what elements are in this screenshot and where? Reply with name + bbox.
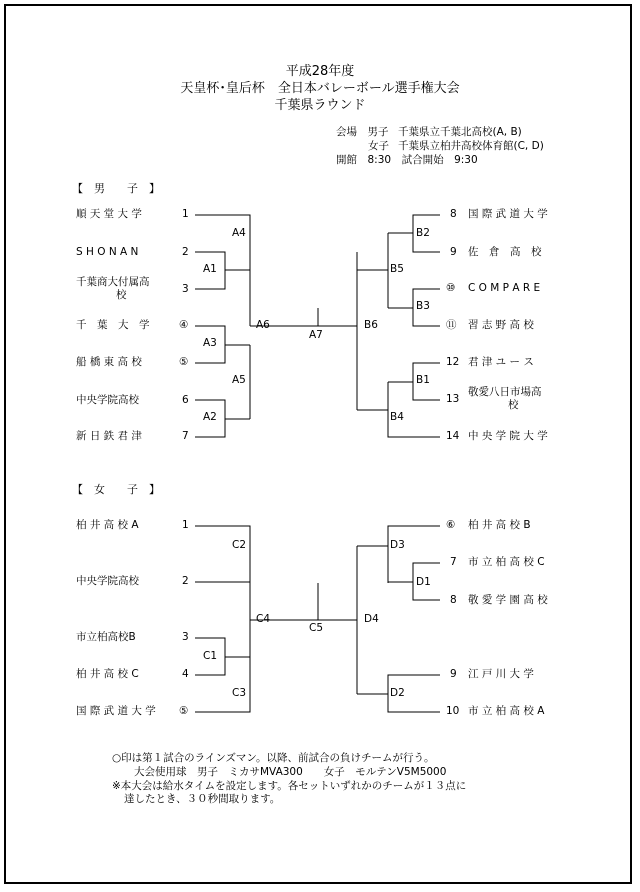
men-team-9: 佐 倉 高 校	[468, 246, 542, 258]
match-B5: B5	[390, 263, 404, 275]
women-seed-9: 9	[450, 668, 457, 680]
women-seed-4: 4	[182, 668, 189, 680]
match-B3: B3	[416, 300, 430, 312]
women-team-10: 市 立 柏 高 校 A	[468, 705, 545, 717]
venue-men: 千葉県立千葉北高校(A, B)	[398, 126, 522, 138]
men-seed-8: 8	[450, 208, 457, 220]
page-title-year: 平成28年度	[285, 64, 355, 79]
women-team-2: 中央学院高校	[76, 575, 139, 587]
women-line-2	[195, 546, 250, 582]
women-team-5: 国 際 武 道 大 学	[76, 705, 156, 717]
match-B2: B2	[416, 227, 430, 239]
men-team-13: 敬愛八日市場高	[468, 386, 542, 398]
men-team-2: S H O N A N	[76, 246, 139, 258]
match-B1: B1	[416, 374, 430, 386]
note-water: ※本大会は給水タイムを設定します。各セットいずれかのチームが１３点に	[112, 780, 467, 792]
page-subtitle: 千葉県ラウンド	[274, 98, 366, 113]
men-team-1: 順 天 堂 大 学	[76, 208, 142, 220]
women-line-6	[388, 526, 440, 583]
match-C2: C2	[232, 539, 247, 551]
match-A2: A2	[203, 411, 217, 423]
women-line-4	[195, 657, 225, 675]
match-D3: D3	[390, 539, 405, 551]
women-team-3: 市立柏高校B	[76, 631, 136, 643]
men-line-13	[413, 382, 440, 400]
men-team-13-cont: 校	[508, 399, 519, 411]
women-team-4: 柏 井 高 校 C	[76, 668, 139, 680]
men-seed-14: 14	[446, 430, 460, 442]
venue-women-label: 女子	[368, 140, 389, 152]
men-heading: 【 男 子 】	[72, 182, 160, 195]
men-team-14: 中 央 学 院 大 学	[468, 430, 548, 442]
men-seed-2: 2	[182, 246, 189, 258]
men-line-2	[195, 252, 250, 270]
venue-men-label: 会場 男子	[336, 126, 389, 138]
match-C1: C1	[203, 650, 218, 662]
men-team-11: 習 志 野 高 校	[468, 319, 534, 331]
match-A1: A1	[203, 263, 217, 275]
men-team-10: C O M P A R E	[468, 282, 541, 294]
women-line-5	[195, 657, 250, 712]
note-ball: 大会使用球 男子 ミカサMVA300 女子 モルテンV5M5000	[134, 766, 447, 778]
match-A4: A4	[232, 227, 246, 239]
men-line-10	[388, 289, 440, 308]
men-seed-10: ⑩	[446, 282, 456, 294]
men-line-11	[413, 308, 440, 326]
women-team-7: 市 立 柏 高 校 C	[468, 556, 545, 568]
men-line-6	[195, 400, 250, 419]
match-D2: D2	[390, 687, 405, 699]
men-team-3-cont: 校	[116, 289, 127, 301]
women-line-10	[388, 694, 440, 712]
women-line-8	[413, 582, 440, 600]
match-C4: C4	[256, 613, 271, 625]
men-team-5: 船 橋 東 高 校	[76, 356, 142, 368]
men-team-12: 君 津 ユ ー ス	[468, 356, 534, 368]
men-line-3	[195, 270, 225, 289]
women-seed-10: 10	[446, 705, 460, 717]
women-line-9	[388, 675, 440, 694]
page-title: 天皇杯･皇后杯 全日本バレーボール選手権大会	[180, 81, 460, 96]
men-team-8: 国 際 武 道 大 学	[468, 208, 548, 220]
match-B4: B4	[390, 411, 404, 423]
match-D4: D4	[364, 613, 379, 625]
men-line-12	[388, 363, 440, 382]
men-seed-1: 1	[182, 208, 189, 220]
men-seed-7: 7	[182, 430, 189, 442]
men-team-7: 新 日 鉄 君 津	[76, 430, 142, 442]
men-seed-12: 12	[446, 356, 460, 368]
women-line-1	[195, 526, 250, 546]
match-A6: A6	[256, 319, 270, 331]
men-team-3: 千葉商大付属高	[76, 276, 150, 288]
women-seed-1: 1	[182, 519, 189, 531]
match-D1: D1	[416, 576, 431, 588]
match-B6: B6	[364, 319, 378, 331]
women-team-1: 柏 井 高 校 A	[76, 519, 139, 531]
women-seed-7: 7	[450, 556, 457, 568]
men-line-14	[388, 382, 440, 437]
men-seed-5: ⑤	[179, 356, 189, 368]
match-A7: A7	[309, 329, 323, 341]
women-seed-8: 8	[450, 594, 457, 606]
note-water-cont: 達したとき、３０秒間取ります。	[124, 793, 281, 805]
women-line-7	[388, 563, 440, 582]
venue-women: 千葉県立柏井高校体育館(C, D)	[398, 140, 544, 152]
women-team-8: 敬 愛 学 園 高 校	[468, 594, 548, 606]
men-line-9	[413, 233, 440, 252]
match-C5: C5	[309, 622, 324, 634]
men-team-6: 中央学院高校	[76, 394, 139, 406]
women-team-9: 江 戸 川 大 学	[468, 668, 534, 680]
note-linesman: ○印は第１試合のラインズマン。以降、前試合の負けチームが行う。	[112, 752, 435, 764]
women-line-3	[195, 638, 250, 657]
men-team-4: 千 葉 大 学	[76, 319, 150, 331]
women-team-6: 柏 井 高 校 B	[468, 519, 531, 531]
men-line-5	[195, 345, 225, 363]
men-seed-13: 13	[446, 393, 460, 405]
men-seed-11: ⑪	[446, 319, 457, 331]
men-seed-3: 3	[182, 283, 189, 295]
women-seed-2: 2	[182, 575, 189, 587]
schedule-time: 開館 8:30 試合開始 9:30	[336, 154, 478, 166]
women-heading: 【 女 子 】	[72, 483, 160, 496]
women-seed-5: ⑤	[179, 705, 189, 717]
men-seed-4: ④	[179, 319, 189, 331]
match-A3: A3	[203, 337, 217, 349]
men-line-7	[195, 419, 225, 437]
match-A5: A5	[232, 374, 246, 386]
men-seed-6: 6	[182, 394, 189, 406]
women-seed-6: ⑥	[446, 519, 456, 531]
men-line-4	[195, 326, 250, 345]
men-seed-9: 9	[450, 246, 457, 258]
men-line-8	[388, 215, 440, 233]
women-seed-3: 3	[182, 631, 189, 643]
match-C3: C3	[232, 687, 247, 699]
